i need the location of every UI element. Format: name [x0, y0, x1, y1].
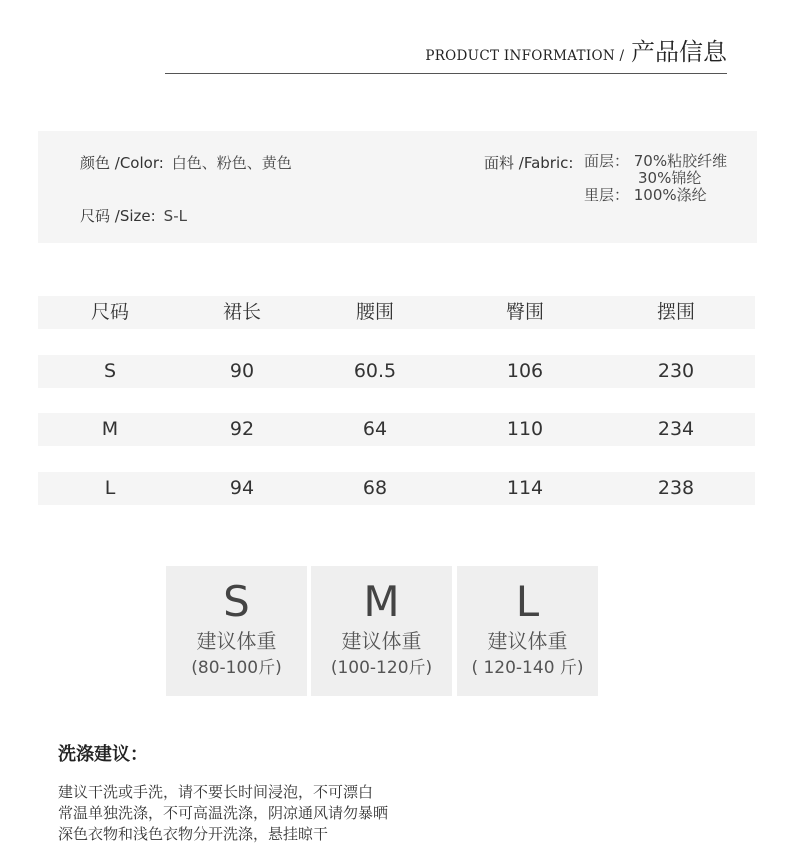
- size-info: [80, 205, 187, 226]
- table-cell: 106: [506, 360, 544, 382]
- table-cell: 90: [229, 360, 255, 382]
- table-row: [38, 472, 755, 505]
- header-cell-waist: 腰围: [355, 301, 395, 323]
- weight-card-l: [457, 566, 598, 696]
- table-cell: 92: [229, 418, 255, 440]
- table-cell: 60.5: [353, 360, 397, 382]
- color-info: [80, 152, 292, 173]
- color-label: 颜色 /Color:: [80, 154, 164, 172]
- fabric-label: 面料 /Fabric:: [484, 154, 574, 172]
- header-cell-hem: 摆围: [656, 301, 696, 323]
- header-cell-hip: 臀围: [505, 301, 545, 323]
- weight-card-s: [166, 566, 307, 696]
- fabric-outer-layer-2: 30%锦纶: [638, 169, 702, 187]
- fabric-outer-layer: 面层： 70%粘胶纤维: [584, 152, 728, 170]
- page-title: [425, 32, 727, 67]
- care-line: 建议干洗或手洗，请不要长时间浸泡，不可漂白: [58, 783, 374, 801]
- weight-card-range: (80-100斤): [191, 658, 282, 678]
- care-line: 常温单独洗涤，不可高温洗涤，阴凉通风请勿暴晒: [58, 804, 389, 822]
- table-cell: M: [101, 418, 119, 440]
- care-line: 深色衣物和浅色衣物分开洗涤，悬挂晾干: [58, 825, 329, 843]
- table-cell: 94: [229, 477, 255, 499]
- table-cell: 238: [657, 477, 695, 499]
- table-row: [38, 355, 755, 388]
- weight-card-m: [311, 566, 452, 696]
- weight-card-label: 建议体重: [341, 629, 422, 653]
- page-title-cn: 产品信息: [631, 38, 727, 66]
- table-cell: 68: [362, 477, 388, 499]
- weight-card-size: S: [223, 577, 250, 626]
- size-label: 尺码 /Size:: [80, 207, 156, 225]
- header-cell-size: 尺码: [90, 301, 130, 323]
- table-cell: L: [104, 477, 116, 499]
- weight-card-range: (100-120斤): [330, 658, 433, 678]
- table-cell: S: [103, 360, 117, 382]
- weight-card-size: M: [363, 577, 400, 626]
- color-value: 白色、粉色、黄色: [171, 154, 292, 172]
- page-title-en: PRODUCT INFORMATION /: [425, 48, 629, 64]
- weight-card-range: ( 120-140 斤): [471, 658, 584, 678]
- table-row: [38, 413, 755, 446]
- fabric-inner-layer: 里层： 100%涤纶: [584, 186, 707, 204]
- care-title: 洗涤建议：: [58, 744, 148, 765]
- weight-card-label: 建议体重: [196, 629, 277, 653]
- weight-card-size: L: [515, 577, 540, 626]
- header-cell-length: 裙长: [222, 301, 262, 323]
- table-cell: 234: [657, 418, 695, 440]
- table-cell: 230: [657, 360, 695, 382]
- section-header: [165, 30, 727, 74]
- size-value: S-L: [163, 207, 187, 225]
- size-table-header: [38, 296, 755, 329]
- product-info-box: [38, 131, 757, 243]
- table-cell: 110: [506, 418, 544, 440]
- table-cell: 64: [362, 418, 388, 440]
- weight-card-label: 建议体重: [487, 629, 568, 653]
- table-cell: 114: [506, 477, 544, 499]
- care-instructions: [58, 782, 388, 845]
